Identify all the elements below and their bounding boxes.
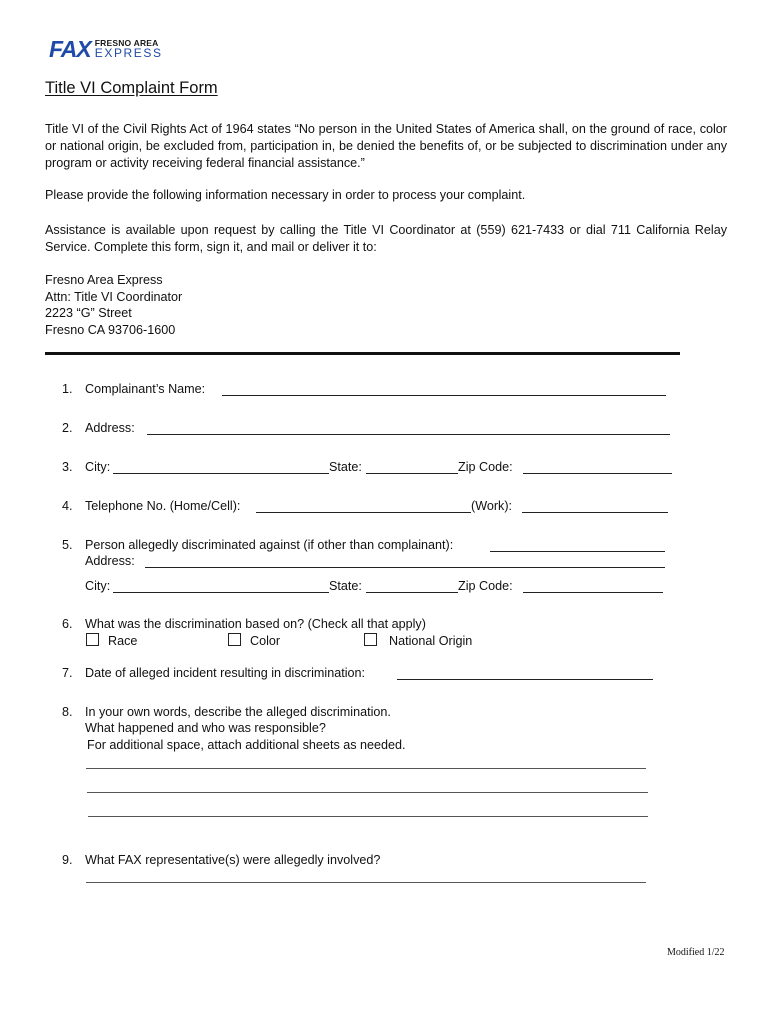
national-origin-option-label: National Origin	[389, 634, 473, 648]
address-field[interactable]	[147, 434, 670, 435]
complainant-name-label: Complainant’s Name:	[85, 382, 206, 396]
fax-logo	[49, 38, 163, 60]
intro-paragraph-1: Title VI of the Civil Rights Act of 1964 states “No person in the United States of America shall, on the ground of race, color or national origin, be excluded from, participation in, be denied the benefits of, or be subjected to discrimination under any program or activity receiving federal financial assistance.”	[45, 122, 727, 170]
logo-main-text: FAX	[49, 36, 91, 62]
person-discriminated-field[interactable]	[490, 551, 665, 552]
question-number: 3.	[62, 460, 73, 474]
question-number: 5.	[62, 538, 73, 552]
describe-label-line-2: What happened and who was responsible?	[85, 721, 326, 735]
incident-date-field[interactable]	[397, 679, 653, 680]
complainant-name-field[interactable]	[222, 395, 666, 396]
question-number: 9.	[62, 853, 73, 867]
telephone-work-field[interactable]	[522, 512, 668, 513]
question-number: 8.	[62, 705, 73, 719]
description-field-line[interactable]	[86, 768, 646, 769]
logo-top-text: FRESNO AREA	[94, 38, 159, 49]
describe-label-line-3: For additional space, attach additional sheets as needed.	[87, 738, 406, 752]
modified-date: Modified 1/22	[667, 947, 725, 958]
address-line: Fresno Area Express	[45, 273, 163, 287]
intro-paragraph-3: Assistance is available upon request by calling the Title VI Coordinator at (559) 621-7433 or dial 711 California Relay Service. Complete this form, sign it, and mail or deliver it to:	[45, 223, 727, 254]
description-field-line[interactable]	[87, 792, 648, 793]
mailing-address	[45, 272, 182, 338]
page-title: Title VI Complaint Form	[45, 79, 218, 97]
race-checkbox[interactable]	[86, 633, 99, 646]
describe-label-line-1: In your own words, describe the alleged discrimination.	[85, 705, 391, 719]
question-number: 2.	[62, 421, 73, 435]
person-state-label: State:	[329, 579, 362, 593]
telephone-home-field[interactable]	[256, 512, 471, 513]
zip-field[interactable]	[523, 473, 672, 474]
question-number: 1.	[62, 382, 73, 396]
person-city-field[interactable]	[113, 592, 329, 593]
person-zip-field[interactable]	[523, 592, 663, 593]
telephone-label: Telephone No. (Home/Cell):	[85, 499, 241, 513]
question-number: 4.	[62, 499, 73, 513]
person-state-field[interactable]	[366, 592, 458, 593]
logo-bottom-text: EXPRESS	[94, 45, 163, 60]
zip-label: Zip Code:	[458, 460, 513, 474]
question-number: 7.	[62, 666, 73, 680]
section-divider	[45, 352, 680, 355]
address-line: Attn: Title VI Coordinator	[45, 289, 183, 304]
question-number: 6.	[62, 617, 73, 631]
race-option-label: Race	[108, 634, 138, 648]
address-line: Fresno CA 93706-1600	[45, 322, 176, 337]
city-field[interactable]	[113, 473, 329, 474]
person-discriminated-label: Person allegedly discriminated against (if other than complainant):	[85, 538, 454, 552]
representative-field[interactable]	[86, 882, 646, 883]
work-label: (Work):	[471, 499, 513, 513]
person-address-label: Address:	[85, 554, 135, 568]
person-address-field[interactable]	[145, 567, 665, 568]
city-label: City:	[85, 460, 111, 474]
incident-date-label: Date of alleged incident resulting in discrimination:	[85, 666, 366, 680]
intro-paragraph-2: Please provide the following information necessary in order to process your complaint.	[45, 188, 526, 202]
person-city-label: City:	[85, 579, 111, 593]
national-origin-checkbox[interactable]	[364, 633, 377, 646]
address-line: 2223 “G” Street	[45, 306, 132, 320]
color-checkbox[interactable]	[228, 633, 241, 646]
representative-label: What FAX representative(s) were allegedly involved?	[85, 853, 381, 867]
person-zip-label: Zip Code:	[458, 579, 513, 593]
discrimination-basis-label: What was the discrimination based on? (Check all that apply)	[85, 617, 426, 631]
state-label: State:	[329, 460, 362, 474]
description-field-line[interactable]	[88, 816, 648, 817]
color-option-label: Color	[250, 634, 281, 648]
address-label: Address:	[85, 421, 135, 435]
state-field[interactable]	[366, 473, 458, 474]
